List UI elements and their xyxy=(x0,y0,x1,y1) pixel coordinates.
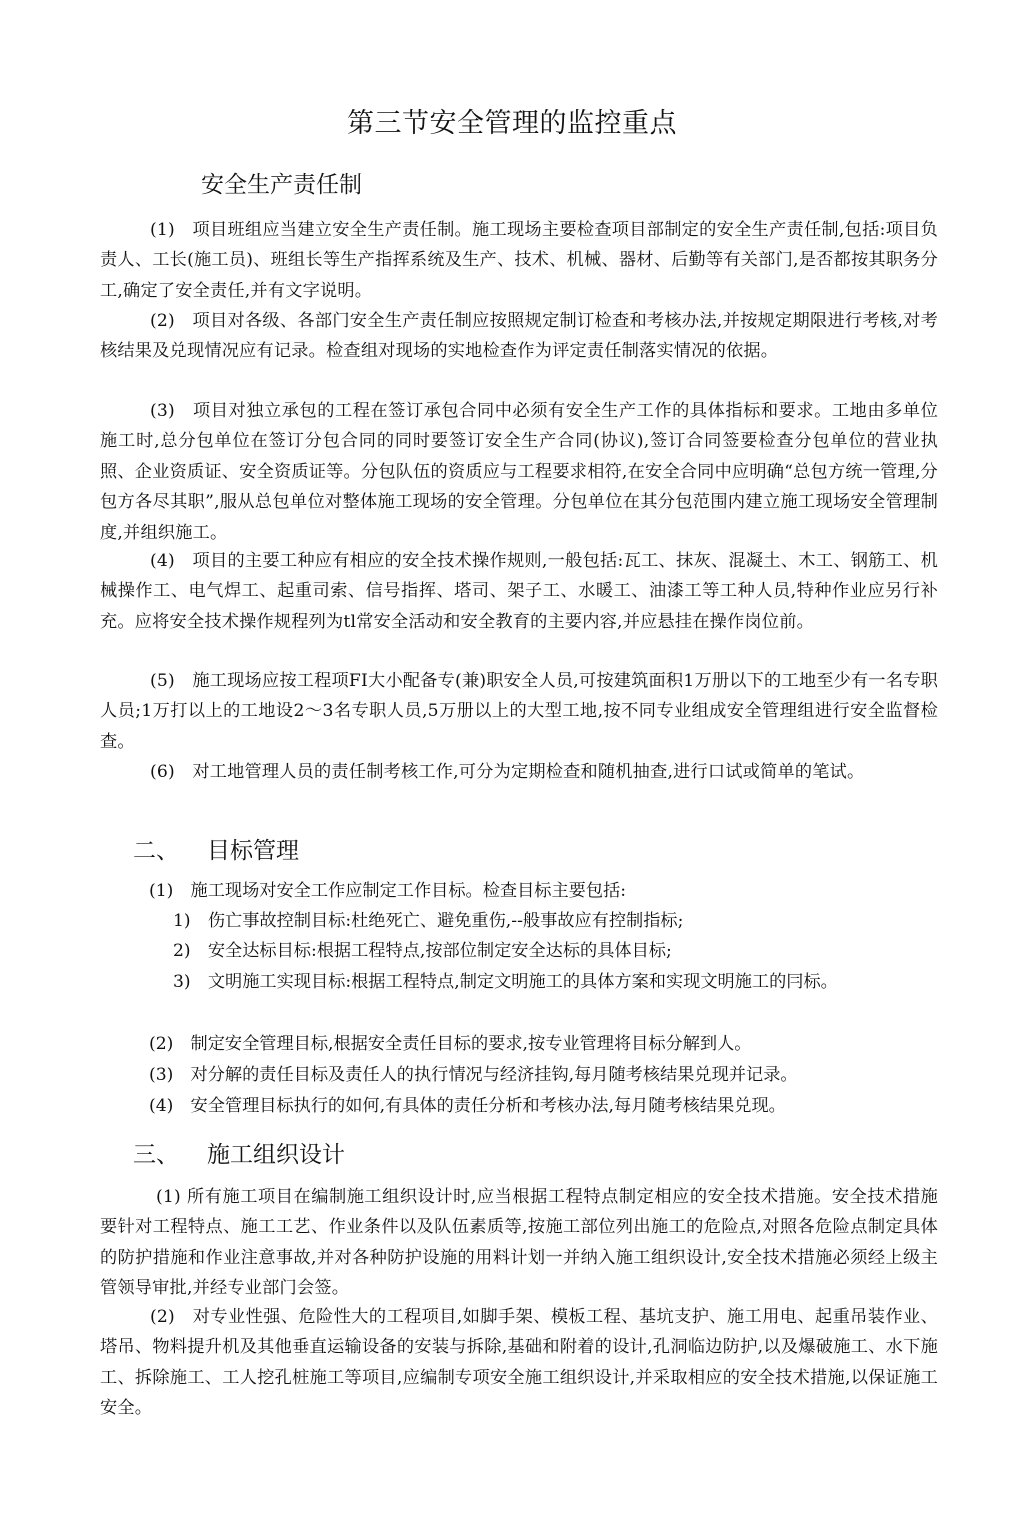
paragraph-1-1 xyxy=(100,215,938,306)
paragraph-1-5 xyxy=(100,666,938,757)
target-item-1 xyxy=(149,877,939,906)
target-subitem-2 xyxy=(173,937,939,966)
section-heading-text: 目标管理 xyxy=(207,838,299,864)
paragraph-text: (2) 对专业性强、危险性大的工程项目,如脚手架、模板工程、基坑支护、施工用电、起重吊装作业、塔吊、物料提升机及其他垂直运输设备的安装与拆除,基础和附着的设计,孔洞临边防护,以及爆破施工、水下施工、拆除施工、工人挖孔桩施工等项目,应编制专项安全施工组织设计,并采取相应的安全技术措施,以保证施工安全。 xyxy=(100,1307,938,1419)
target-item-4 xyxy=(149,1092,939,1121)
paragraph-text: (2) 项目对各级、各部门安全生产责任制应按照规定制订检查和考核办法,并按规定期限进行考核,对考核结果及兑现情况应有记录。检查组对现场的实地检查作为评定责任制落实情况的依据。 xyxy=(100,311,938,362)
list-item-text: 3) 文明施工实现目标:根据工程特点,制定文明施工的具体方案和实现文明施工的冃标。 xyxy=(173,972,838,992)
page-title: 第三节安全管理的监控重点 xyxy=(347,108,677,139)
paragraph-1-3 xyxy=(100,396,938,548)
paragraph-3-2 xyxy=(100,1302,938,1424)
paragraph-text: (5) 施工现场应按工程项FI大小配备专(兼)职安全人员,可按建筑面积1万册以下的工地至少有一名专职人员;1万打以上的工地设2～3名专职人员,5万册以上的大型工地,按不同专业组成安全管理组进行安全监督检查。 xyxy=(100,671,938,752)
paragraph-text: (3) 项目对独立承包的工程在签订承包合同中必须有安全生产工作的具体指标和要求。工地由多单位施工时,总分包单位在签订分包合同的同时要签订安全生产合同(协议),签订合同签要检查分包单位的营业执照、企业资质证、安全资质证等。分包队伍的资质应与工程要求相符,在安全合同中应明确“总包方统一管理,分包方各尽其职”,服从总包单位对整体施工现场的安全管理。分包单位在其分包范围内建立施工现场安全管理制度,并组织施工。 xyxy=(100,401,938,543)
paragraph-1-6 xyxy=(100,757,938,787)
list-item-text: (3) 对分解的责任目标及责任人的执行情况与经济挂钩,每月随考核结果兑现并记录。 xyxy=(149,1065,798,1085)
list-item-text: (1) 施工现场对安全工作应制定工作目标。检查目标主要包括: xyxy=(149,881,627,901)
paragraph-3-1 xyxy=(100,1182,938,1304)
list-item-text: 1) 伤亡事故控制目标:杜绝死亡、避免重伤,--般事故应有控制指标; xyxy=(173,911,684,931)
section-heading-targets xyxy=(133,832,299,865)
paragraph-1-2 xyxy=(100,306,938,367)
target-item-2 xyxy=(149,1030,939,1059)
target-subitem-1 xyxy=(173,907,939,936)
section-number: 三、 xyxy=(133,1142,179,1168)
target-subitem-3 xyxy=(173,968,901,997)
paragraph-1-4 xyxy=(100,546,938,637)
list-item-text: (2) 制定安全管理目标,根据安全责任目标的要求,按专业管理将目标分解到人。 xyxy=(149,1034,752,1054)
paragraph-text: (1) 所有施工项目在编制施工组织设计时,应当根据工程特点制定相应的安全技术措施。安全技术措施要针对工程特点、施工工艺、作业条件以及队伍素质等,按施工部位列出施工的危险点,对照各危险点制定具体的防护措施和作业注意事故,并对各种防护设施的用料计划一并纳入施工组织设计,安全技术措施必须经上级主管领导审批,并经专业部门会签。 xyxy=(100,1187,938,1299)
target-item-3 xyxy=(149,1061,939,1090)
paragraph-text: (1) 项目班组应当建立安全生产责任制。施工现场主要检查项目部制定的安全生产责任制,包括:项目负责人、工长(施工员)、班组长等生产指挥系统及生产、技术、机械、器材、后勤等有关部门,是否都按其职务分工,确定了安全责任,并有文字说明。 xyxy=(100,220,938,301)
section-heading-text: 施工组织设计 xyxy=(207,1142,345,1168)
section-number: 二、 xyxy=(133,838,179,864)
list-item-text: 2) 安全达标目标:根据工程特点,按部位制定安全达标的具体目标; xyxy=(173,941,672,961)
section-heading-text: 安全生产责任制 xyxy=(201,172,362,198)
paragraph-text: (6) 对工地管理人员的责任制考核工作,可分为定期检查和随机抽查,进行口试或简单的笔试。 xyxy=(150,762,865,782)
section-heading-construction-design xyxy=(133,1136,345,1169)
list-item-text: (4) 安全管理目标执行的如何,有具体的责任分析和考核办法,每月随考核结果兑现。 xyxy=(149,1096,786,1116)
section-heading-responsibility xyxy=(201,166,362,199)
paragraph-text: (4) 项目的主要工种应有相应的安全技术操作规则,一般包括:瓦工、抹灰、混凝土、木工、钢筋工、机械操作工、电气焊工、起重司索、信号指挥、塔司、架子工、水暖工、油漆工等工种人员,特种作业应另行补充。应将安全技术操作规程列为tl常安全活动和安全教育的主要内容,并应悬挂在操作岗位前。 xyxy=(100,551,938,632)
